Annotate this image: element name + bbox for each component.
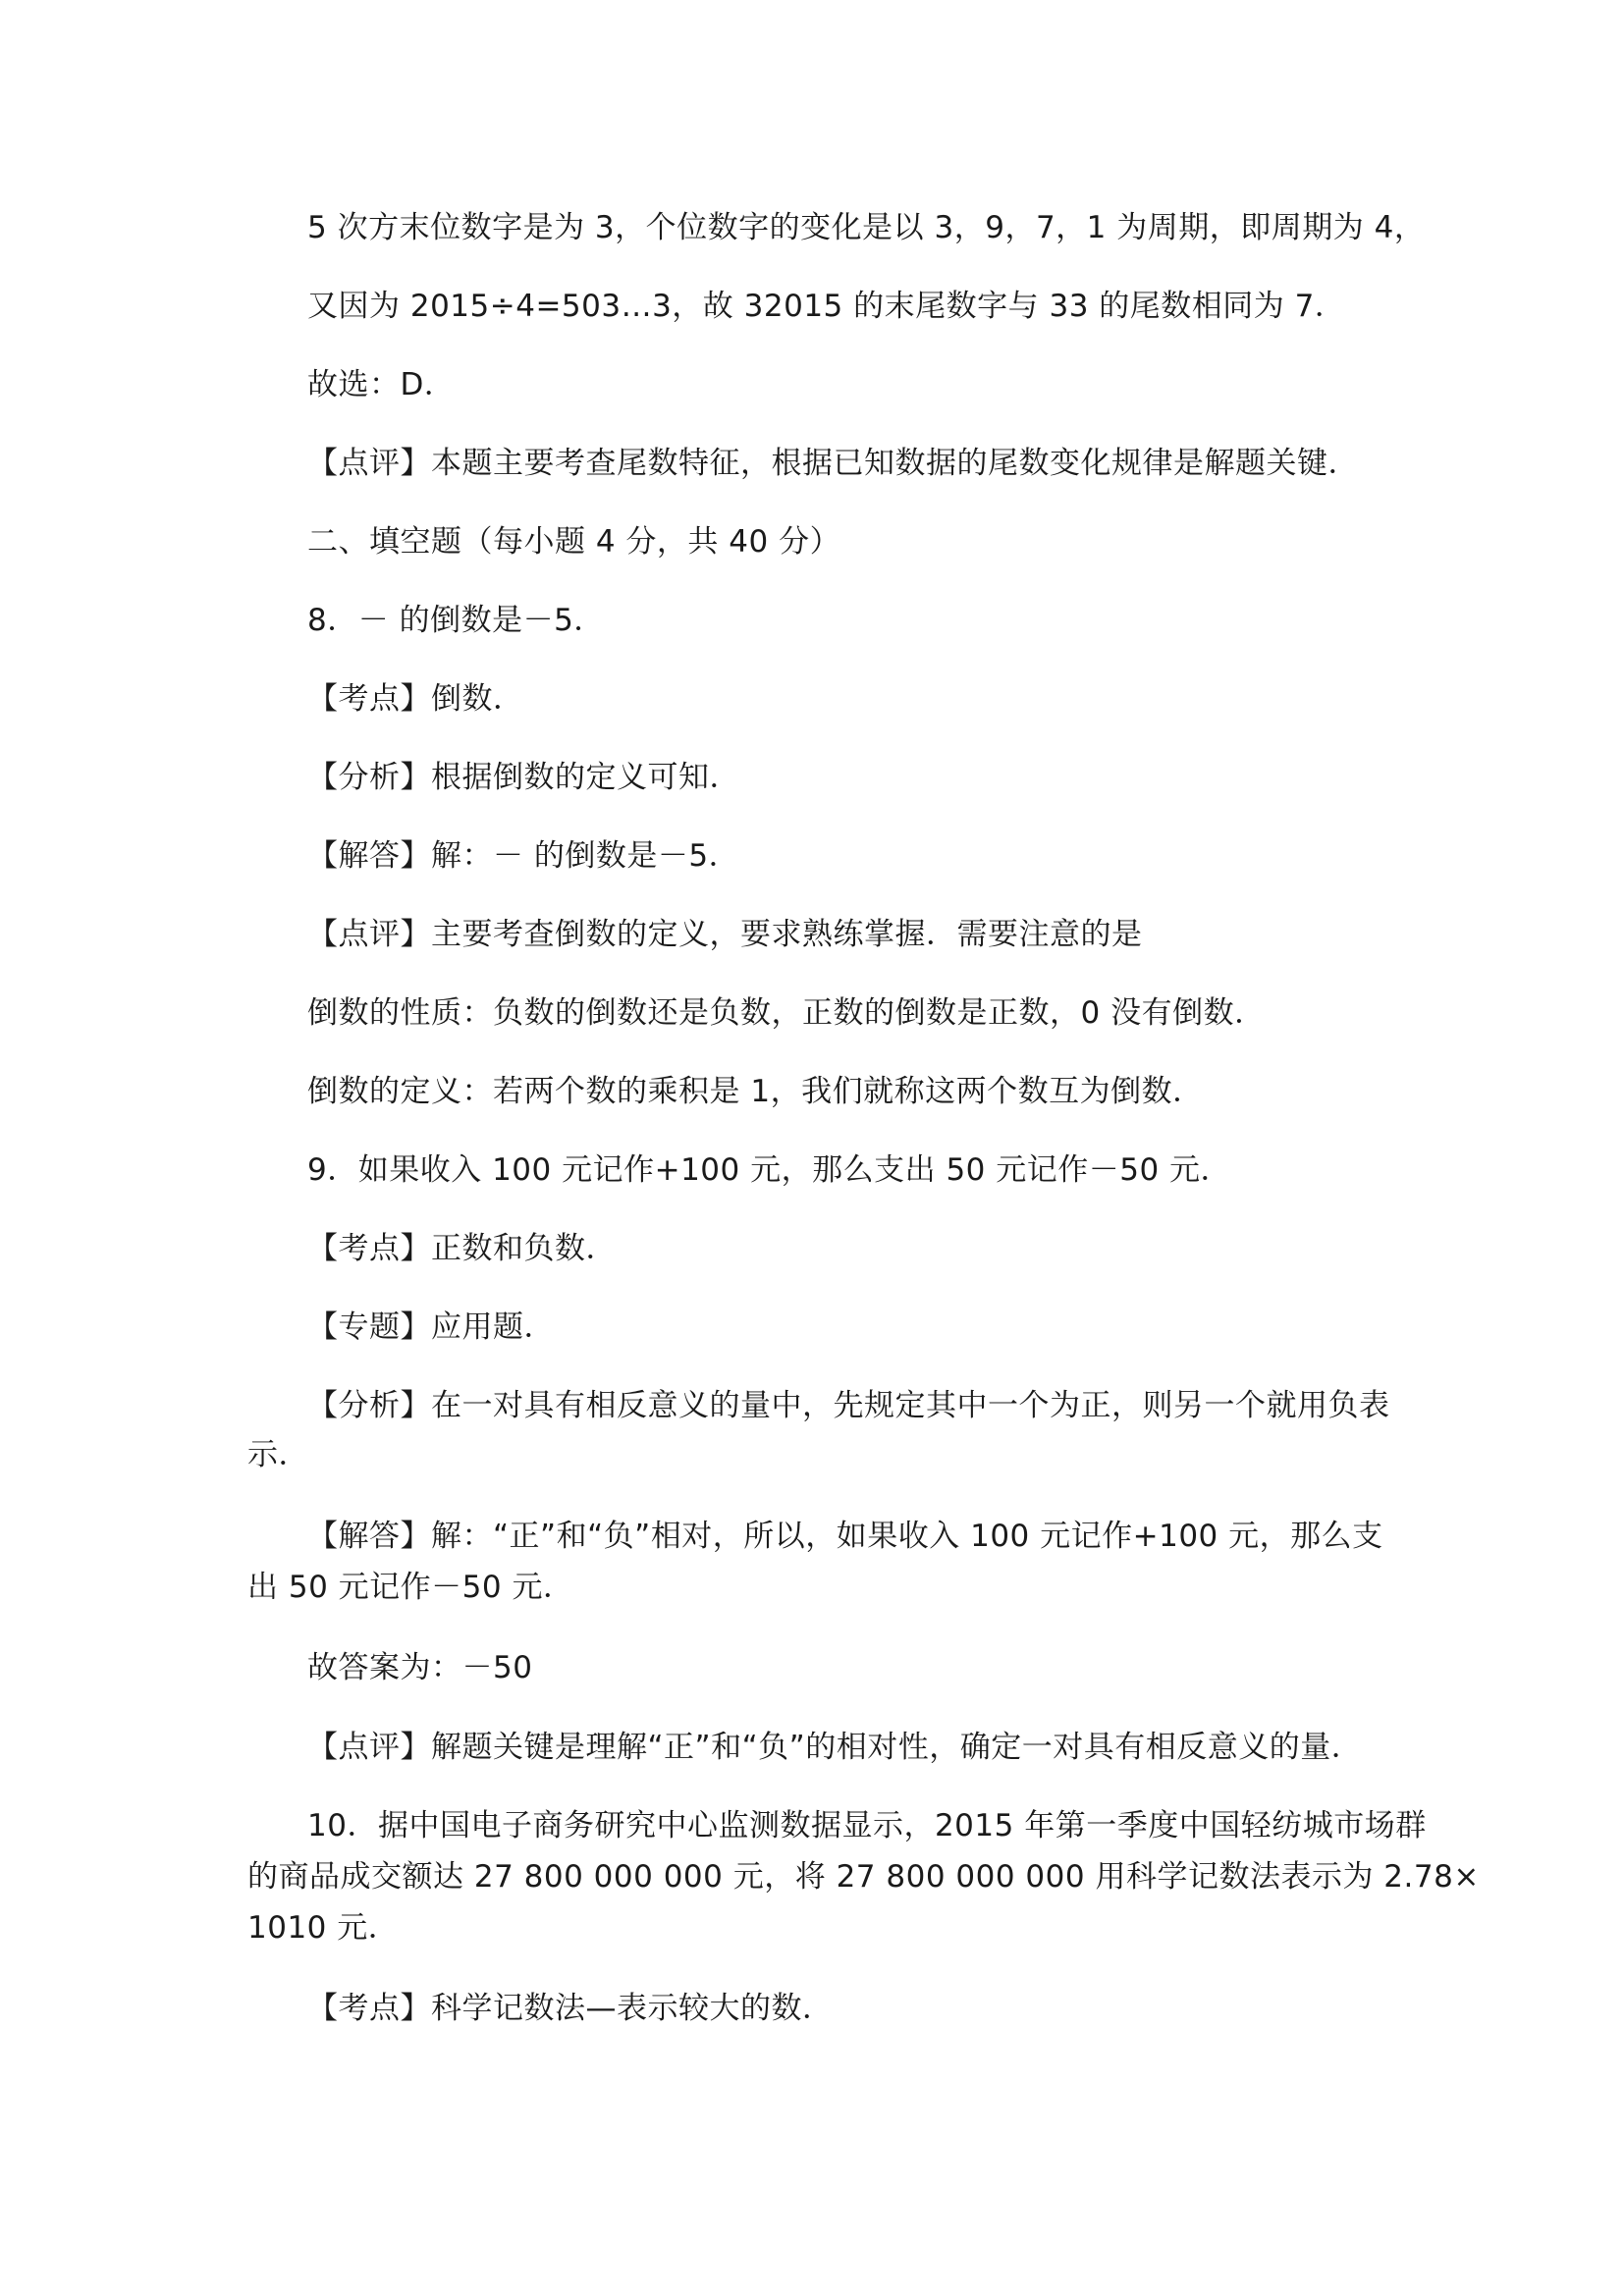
text-line-continued: 1010 元． xyxy=(247,1910,400,1946)
text-line: 又因为 2015÷4=503…3，故 32015 的末尾数字与 33 的尾数相同为 7． xyxy=(307,289,1346,324)
text-line-continued: 出 50 元记作－50 元． xyxy=(247,1570,574,1605)
text-line: 故选：D． xyxy=(307,367,456,402)
key-point-line: 【考点】科学记数法—表示较大的数． xyxy=(307,1991,834,2026)
question-10: 10．据中国电子商务研究中心监测数据显示，2015 年第一季度中国轻纺城市场群 xyxy=(307,1808,1427,1843)
question-9: 9．如果收入 100 元记作+100 元，那么支出 50 元记作－50 元． xyxy=(307,1152,1232,1188)
analysis-line: 【分析】根据倒数的定义可知． xyxy=(307,760,740,795)
text-line: 倒数的定义：若两个数的乘积是 1，我们就称这两个数互为倒数． xyxy=(307,1074,1204,1109)
comment-line: 【点评】解题关键是理解“正”和“负”的相对性，确定一对具有相反意义的量． xyxy=(307,1730,1363,1765)
text-line: 倒数的性质：负数的倒数还是负数，正数的倒数是正数，0 没有倒数． xyxy=(307,995,1266,1031)
final-answer-line: 故答案为：－50 xyxy=(307,1650,533,1685)
answer-line: 【解答】解：－ 的倒数是－5． xyxy=(307,838,740,874)
text-line: 5 次方末位数字是为 3，个位数字的变化是以 3，9，7，1 为周期，即周期为 4， xyxy=(307,210,1426,245)
answer-line: 【解答】解：“正”和“负”相对，所以，如果收入 100 元记作+100 元，那么支 xyxy=(307,1519,1383,1554)
comment-line: 【点评】主要考查倒数的定义，要求熟练掌握．需要注意的是 xyxy=(307,917,1143,952)
key-point-line: 【考点】倒数． xyxy=(307,681,524,717)
key-point-line: 【考点】正数和负数． xyxy=(307,1231,617,1266)
analysis-line: 【分析】在一对具有相反意义的量中，先规定其中一个为正，则另一个就用负表 xyxy=(307,1388,1390,1423)
text-line-continued: 的商品成交额达 27 800 000 000 元，将 27 800 000 000 用科学记数法表示为 2.78× xyxy=(247,1859,1480,1895)
comment-line: 【点评】本题主要考查尾数特征，根据已知数据的尾数变化规律是解题关键． xyxy=(307,446,1359,481)
topic-line: 【专题】应用题． xyxy=(307,1309,555,1345)
question-8: 8．－ 的倒数是－5． xyxy=(307,603,605,638)
section-heading: 二、填空题（每小题 4 分，共 40 分） xyxy=(307,524,841,560)
text-line-continued: 示． xyxy=(247,1437,309,1472)
